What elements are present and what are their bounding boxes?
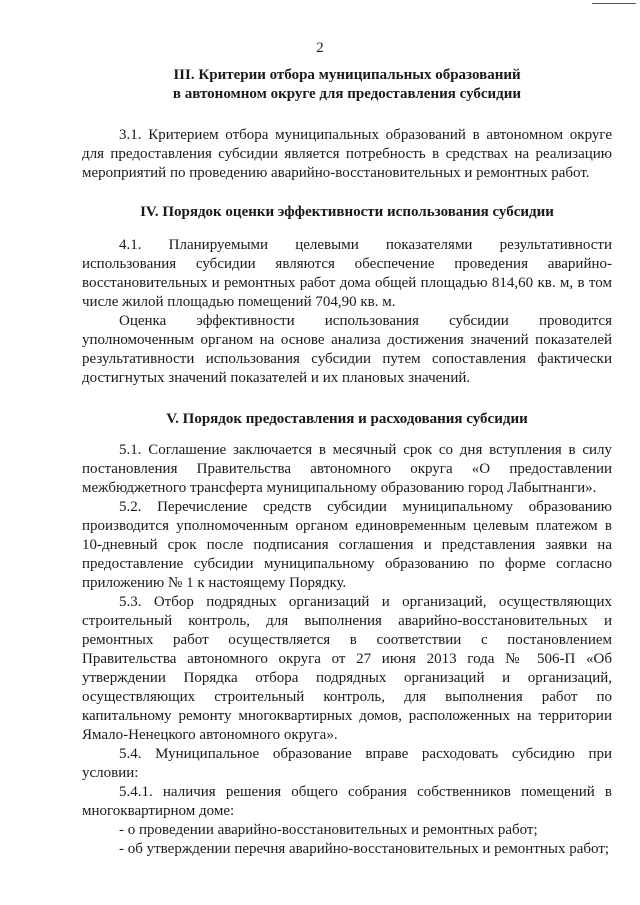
list-item-dash-2: - об утверждении перечня аварийно-восстановительных и ремонтных работ; <box>119 841 610 857</box>
paragraph-5-3: 5.3. Отбор подрядных организаций и организаций, осуществляющих строительный контроль, для выполнения аварийно-восстановительных и ремонтных работ осуществляется в соответствии с постановлением Правительства автономного округа от 27 июня 2013 года № 506-П «Об утверждении Порядка отбора подрядных организаций и организаций, осуществляющих строительный контроль, для выполнения работ по капитальному ремонту многоквартирных домов, расположенных на территории Ямало-Ненецкого автономного округа». <box>82 594 612 743</box>
document-body <box>82 66 612 859</box>
section-3-title-line-2: в автономном округе для предоставления субсидии <box>172 86 522 102</box>
list-item-dash-1: - о проведении аварийно-восстановительных и ремонтных работ; <box>119 822 538 838</box>
paragraph-5-2: 5.2. Перечисление средств субсидии муниципальному образованию производится уполномоченным органом единовременным целевым платежом в 10-дневный срок после подписания соглашения и представления заявки на предоставление субсидии муниципальному образованию по форме согласно приложению № 1 к настоящему Порядку. <box>82 499 612 591</box>
section-4-heading: IV. Порядок оценки эффективности использования субсидии <box>140 204 554 220</box>
paragraph-3-1: 3.1. Критерием отбора муниципальных образований в автономном округе для предоставления субсидии является потребность в средствах на реализацию мероприятий по проведению аварийно-восстановительных и ремонтных работ. <box>82 127 612 181</box>
section-3-title-line-1: III. Критерии отбора муниципальных образований <box>173 67 521 83</box>
top-edge-line <box>592 3 636 4</box>
section-5-heading: V. Порядок предоставления и расходования субсидии <box>166 411 528 427</box>
paragraph-5-1: 5.1. Соглашение заключается в месячный срок со дня вступления в силу постановления Правительства автономного округа «О предоставлении межбюджетного трансферта муниципальному образованию город Лабытнанги». <box>82 442 612 496</box>
paragraph-4-1: 4.1. Планируемыми целевыми показателями результативности использования субсидии являются обеспечение проведения аварийно-восстановительных и ремонтных работ дома общей площадью 814,60 кв. м, в том числе жилой площадью помещений 704,90 кв. м. <box>82 237 612 310</box>
paragraph-5-4: 5.4. Муниципальное образование вправе расходовать субсидию при условии: <box>82 746 612 781</box>
paragraph-5-4-1: 5.4.1. наличия решения общего собрания собственников помещений в многоквартирном доме: <box>82 784 612 819</box>
page-number: 2 <box>316 40 324 56</box>
section-3-heading <box>82 66 612 104</box>
paragraph-4-2: Оценка эффективности использования субсидии проводится уполномоченным органом на основе анализа достижения значений показателей результативности использования субсидии путем сопоставления фактически достигнутых значений показателей и их плановых значений. <box>82 313 612 386</box>
